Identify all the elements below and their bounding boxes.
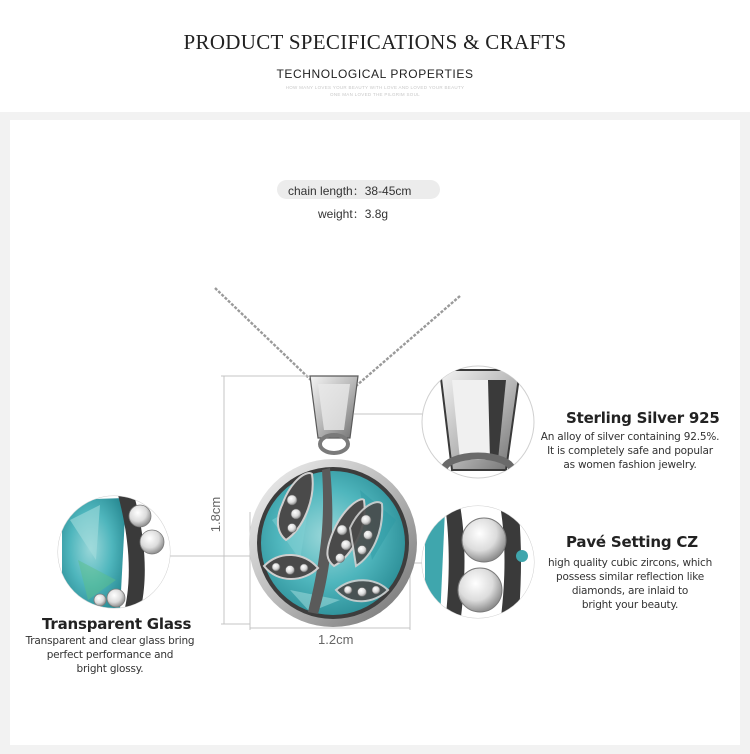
pave-setting-title: Pavé Setting CZ <box>566 533 698 551</box>
chain-length-text: chain length：38-45cm <box>288 184 412 198</box>
transparent-glass-title: Transparent Glass <box>42 615 192 633</box>
chain <box>215 288 460 386</box>
glass-line-1: Transparent and clear glass bring <box>25 635 195 647</box>
zoom-pave-setting <box>420 500 540 630</box>
sterling-line-1: An alloy of silver containing 92.5%. <box>540 431 720 443</box>
sterling-silver-title: Sterling Silver 925 <box>566 409 720 427</box>
sterling-silver-description <box>538 430 722 472</box>
page-title: PRODUCT SPECIFICATIONS & CRAFTS <box>183 30 567 54</box>
height-dimension: 1.8cm <box>208 496 224 533</box>
pendant-body <box>249 459 417 627</box>
zoom-transparent-glass <box>58 495 170 612</box>
weight-text: weight：3.8g <box>318 207 389 221</box>
pave-line-2: possess similar reflection like <box>556 571 704 583</box>
pave-line-1: high quality cubic zircons, which <box>547 557 713 569</box>
pave-setting-description <box>538 556 722 612</box>
sterling-line-3: as women fashion jewelry. <box>563 459 697 471</box>
width-dimension: 1.2cm <box>318 632 354 647</box>
zoom-sterling-silver <box>422 366 534 484</box>
sterling-line-2: It is completely safe and popular <box>547 445 713 457</box>
glass-line-2: perfect performance and <box>46 649 174 661</box>
tagline-1: HOW MANY LOVES YOUR BEAUTY WITH LOVE AND LOVED YOUR BEAUTY <box>285 85 465 90</box>
pave-line-4: bright your beauty. <box>581 599 679 611</box>
tagline-2: ONE MAN LOVED THE PILGRIM SOUL <box>330 92 420 97</box>
transparent-glass-description <box>18 634 202 676</box>
page-subtitle: TECHNOLOGICAL PROPERTIES <box>276 67 474 81</box>
pendant-bail <box>310 376 358 453</box>
glass-line-3: bright glossy. <box>76 663 144 675</box>
pave-line-3: diamonds, are inlaid to <box>571 585 689 597</box>
